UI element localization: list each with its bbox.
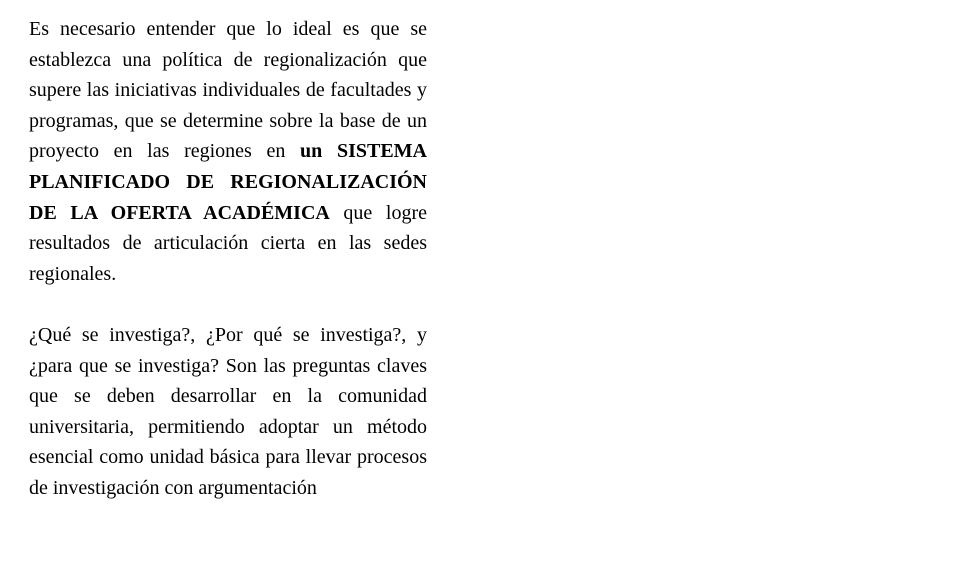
paragraph-regionalization <box>29 14 427 289</box>
paragraph-1-intro: Es necesario entender que lo ideal es que se establezca una política de regionalización que supere las iniciativas individuales de facultades y programas, que se determine sobre la base de un proyecto en las regiones en <box>29 18 427 163</box>
paragraph-research-questions <box>29 320 427 504</box>
text-column <box>29 14 427 504</box>
paragraph-1-emphasis: un SISTEMA PLANIFICADO DE REGIONALIZACIÓN DE LA OFERTA ACADÉMICA <box>29 140 427 224</box>
paragraph-1-ending: que logre resultados de articulación cierta en las sedes regionales. <box>29 201 427 285</box>
paragraph-2-text: ¿Qué se investiga?, ¿Por qué se investiga?, y ¿para que se investiga? Son las preguntas claves que se deben desarrollar en la comunidad universitaria, permitiendo adoptar un método esencial como unidad básica para llevar procesos de investigación con argumentación <box>29 323 427 499</box>
